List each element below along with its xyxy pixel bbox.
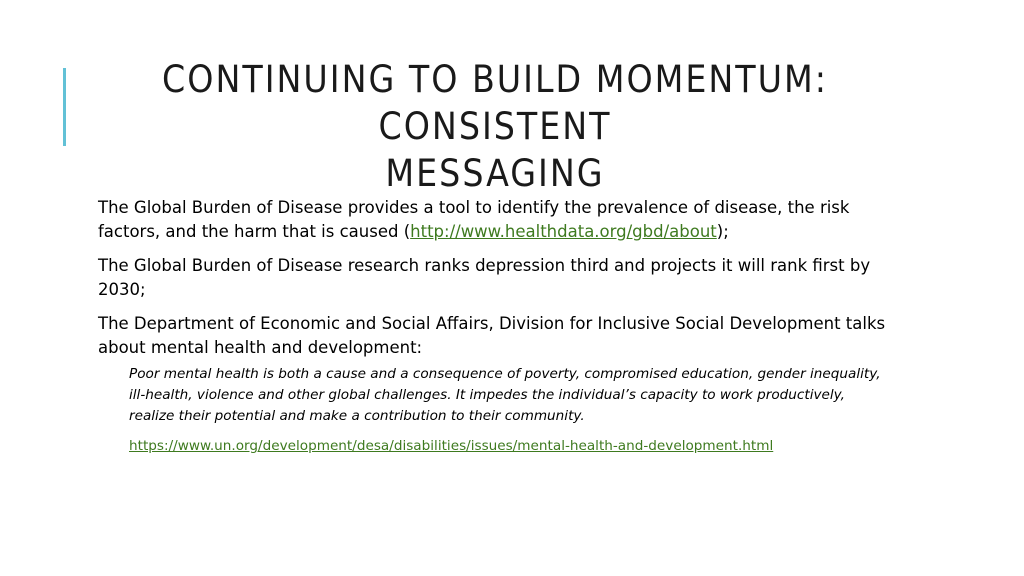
slide-title-line-1: CONTINUING TO BUILD MOMENTUM: CONSISTENT xyxy=(162,58,828,148)
bullet-gbd-tool-suffix: ); xyxy=(716,222,729,241)
bullet-gbd-tool xyxy=(98,196,898,244)
slide-title xyxy=(90,56,900,197)
title-accent-bar xyxy=(63,68,66,146)
un-mental-health-link[interactable]: https://www.un.org/development/desa/disabilities/issues/mental-health-and-development.html xyxy=(129,438,774,454)
mental-health-quote: Poor mental health is both a cause and a consequence of poverty, compromised education, gender inequality, ill-health, violence and other global challenges. It impedes the individual’s capacity to work productively, realize their potential and make a contribution to their community. xyxy=(129,366,881,424)
slide-title-line-2: MESSAGING xyxy=(385,152,605,195)
slide-body xyxy=(98,196,898,456)
bullet-gbd-tool-text: The Global Burden of Disease provides a tool to identify the prevalence of disease, the risk factors, and the harm that is caused ( xyxy=(98,198,850,241)
healthdata-link[interactable]: http://www.healthdata.org/gbd/about xyxy=(410,222,717,241)
bullet-desa-division: The Department of Economic and Social Affairs, Division for Inclusive Social Development talks about mental health and development: xyxy=(98,314,886,357)
bullet-depression-ranking: The Global Burden of Disease research ranks depression third and projects it will rank first by 2030; xyxy=(98,256,871,299)
